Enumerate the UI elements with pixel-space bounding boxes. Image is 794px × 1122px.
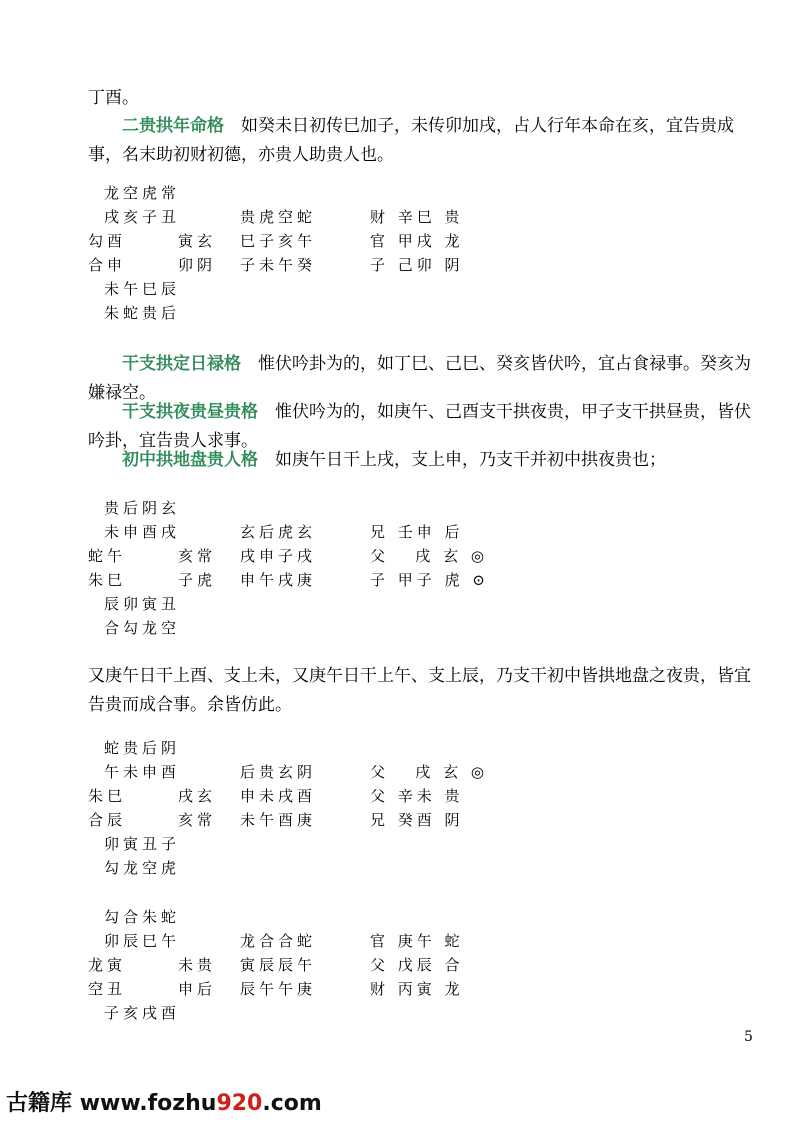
section-text: 如癸未日初传巳加子，未传卯加戌，占人行年本命在亥，宜告贵成事，名末助初财初德，亦贵人助贵人也。 [88,116,734,165]
footer-brand: 古籍库 [6,1091,73,1116]
chart-row [88,545,508,569]
chart-sike: 申未戌酉 [240,787,317,805]
section-title: 二贵拱年命格 [122,116,224,136]
chart-grid: 戌亥子丑 [104,208,181,226]
chart-row [88,809,508,833]
chart-grid: 子亥戌酉 [104,1004,181,1022]
chart-row [88,617,508,641]
chart-grid: 未申酉戌 [104,523,181,541]
chart-label: 空丑 [88,980,127,998]
section-text: 如庚午日干上戌，支上申，乃支干并初中拱夜贵也； [275,450,666,470]
chart-label: 合辰 [88,811,127,829]
chart-grid: 午未申酉 [104,763,181,781]
chart-row [88,302,508,326]
chart-grid: 蛇贵后阴 [104,739,181,757]
chart-sike: 戌申子戌 [240,547,317,565]
chart-grid: 亥常 [178,547,217,565]
section-geju-1 [88,112,758,170]
chart-grid: 未贵 [178,956,217,974]
chart-sanchuan: 财 辛巳 贵 [370,208,464,226]
chart-sanchuan: 兄 癸酉 阴 [370,811,464,829]
chart-3 [88,737,508,881]
chart-label: 勾酉 [88,232,127,250]
chart-row [88,254,508,278]
chart-grid: 寅玄 [178,232,217,250]
chart-row [88,785,508,809]
chart-sanchuan: 父 戌 玄 ◎ [370,547,488,565]
chart-sanchuan: 财 丙寅 龙 [370,980,464,998]
chart-sanchuan: 父 戌 玄 ◎ [370,763,488,781]
paragraph-2: 又庚午日干上酉、支上未，又庚午日干上午、支上辰，乃支干初中皆拱地盘之夜贵，皆宜告贵而成合事。余皆仿此。 [88,666,751,715]
chart-grid: 卯寅丑子 [104,835,181,853]
chart-sanchuan: 父 戊辰 合 [370,956,464,974]
footer-watermark [6,1086,322,1117]
chart-row [88,521,508,545]
section-text: 惟伏吟为的，如庚午、己酉支干拱夜贵，甲子支干拱昼贵，皆伏吟卦，宜告贵人求事。 [88,402,751,451]
chart-row [88,761,508,785]
chart-row [88,569,508,593]
chart-grid: 贵后阴玄 [104,499,181,517]
chart-sanchuan: 官 甲戌 龙 [370,232,464,250]
chart-row [88,497,508,521]
chart-row [88,906,508,930]
chart-row [88,230,508,254]
chart-row [88,278,508,302]
chart-sike: 辰午午庚 [240,980,317,998]
chart-grid: 勾合朱蛇 [104,908,181,926]
chart-grid: 龙空虎常 [104,184,181,202]
chart-label: 朱巳 [88,571,127,589]
section-title: 干支拱夜贵昼贵格 [122,402,258,422]
chart-grid: 亥常 [178,811,217,829]
chart-sike: 龙合合蛇 [240,932,317,950]
chart-grid: 辰卯寅丑 [104,595,181,613]
chart-row [88,857,508,881]
chart-sike: 寅辰辰午 [240,956,317,974]
section-geju-4 [88,446,758,475]
chart-grid: 戌玄 [178,787,217,805]
chart-label: 蛇午 [88,547,127,565]
chart-grid: 申后 [178,980,217,998]
intro-line: 丁酉。 [88,88,139,108]
chart-sanchuan: 父 辛未 贵 [370,787,464,805]
section-text: 惟伏吟卦为的，如丁巳、己巳、癸亥皆伏吟，宜占食禄事。癸亥为嫌禄空。 [88,354,751,403]
chart-row [88,206,508,230]
chart-sike: 后贵玄阴 [240,763,317,781]
chart-sike: 子未午癸 [240,256,317,274]
chart-grid: 未午巳辰 [104,280,181,298]
section-title: 干支拱定日禄格 [122,354,241,374]
chart-2 [88,497,508,641]
chart-row [88,737,508,761]
section-title: 初中拱地盘贵人格 [122,450,258,470]
chart-row [88,978,508,1002]
chart-row [88,182,508,206]
chart-sike: 玄后虎玄 [240,523,317,541]
chart-grid: 朱蛇贵后 [104,304,181,322]
chart-1 [88,182,508,326]
chart-sike: 申午戌庚 [240,571,317,589]
page-number: 5 [744,1029,753,1045]
chart-sanchuan: 子 己卯 阴 [370,256,464,274]
chart-sike: 贵虎空蛇 [240,208,317,226]
chart-row [88,1002,508,1026]
chart-row [88,593,508,617]
chart-row [88,930,508,954]
chart-4 [88,906,508,1026]
chart-grid: 卯辰巳午 [104,932,181,950]
chart-label: 龙寅 [88,956,127,974]
chart-label: 合申 [88,256,127,274]
chart-sike: 巳子亥午 [240,232,317,250]
chart-row [88,833,508,857]
chart-sanchuan: 子 甲子 虎 ⊙ [370,571,489,589]
chart-label: 朱巳 [88,787,127,805]
chart-grid: 卯阴 [178,256,217,274]
footer-url: www.fozhu920.com [79,1091,322,1116]
chart-row [88,954,508,978]
chart-grid: 子虎 [178,571,217,589]
chart-grid: 勾龙空虎 [104,859,181,877]
chart-grid: 合勾龙空 [104,619,181,637]
chart-sanchuan: 官 庚午 蛇 [370,932,464,950]
chart-sanchuan: 兄 壬申 后 [370,523,464,541]
chart-sike: 未午酉庚 [240,811,317,829]
